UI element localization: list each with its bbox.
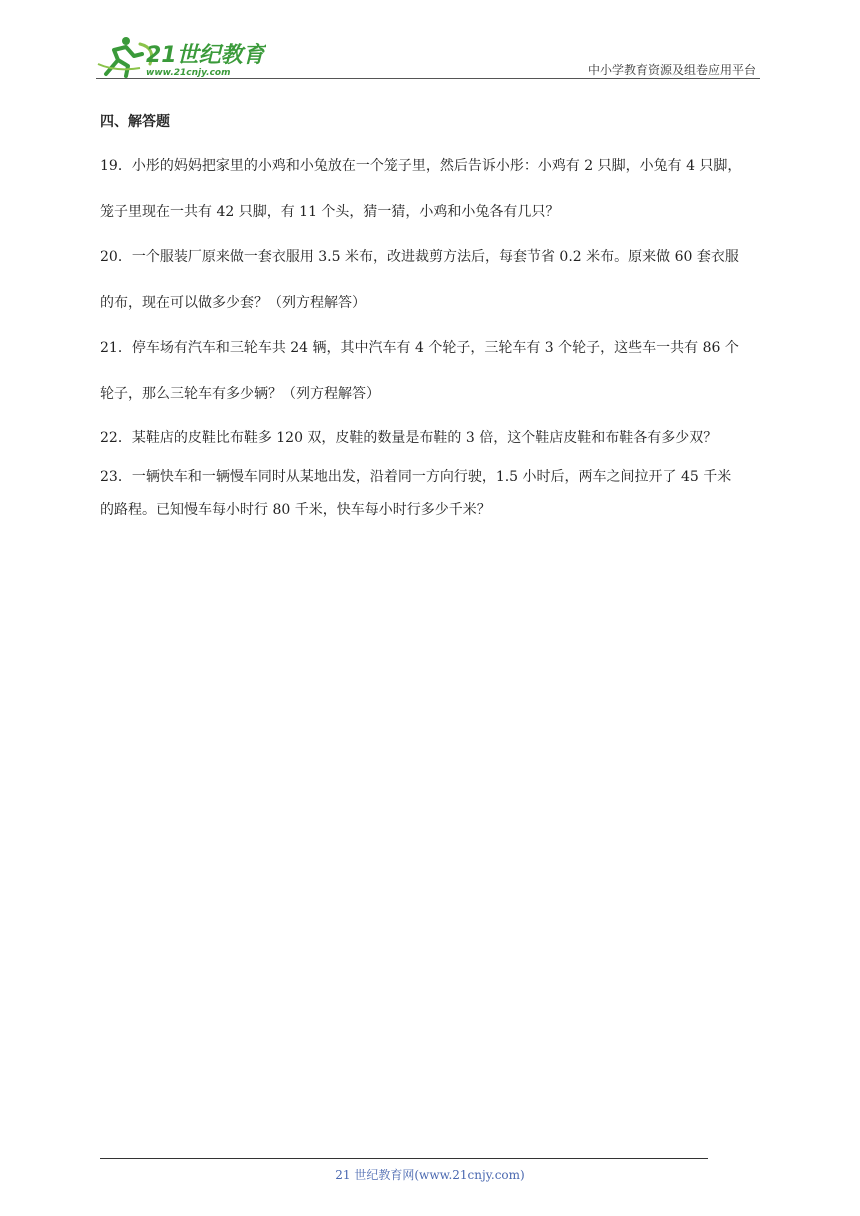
question-19-line-2: 笼子里现在一共有 42 只脚，有 11 个头，猜一猜，小鸡和小兔各有几只？	[100, 204, 560, 220]
footer-text: 21 世纪教育网(www.21cnjy.com)	[335, 1168, 525, 1182]
section-title: 四、解答题	[100, 114, 170, 130]
footer-divider	[100, 1158, 708, 1159]
question-21-line-2: 轮子，那么三轮车有多少辆？（列方程解答）	[100, 386, 380, 402]
question-19-line-1: 19．小彤的妈妈把家里的小鸡和小兔放在一个笼子里，然后告诉小彤：小鸡有 2 只脚，小兔有 4 只脚，	[100, 158, 742, 174]
question-20-line-2: 的布，现在可以做多少套？（列方程解答）	[100, 295, 366, 311]
site-logo	[96, 34, 266, 78]
svg-text:www.21cnjy.com: www.21cnjy.com	[146, 68, 231, 78]
header-divider	[96, 78, 760, 79]
question-20-line-1: 20．一个服装厂原来做一套衣服用 3.5 米布，改进裁剪方法后，每套节省 0.2 米布。原来做 60 套衣服	[100, 249, 739, 265]
runner-logo-icon	[96, 34, 266, 78]
question-23-line-1: 23．一辆快车和一辆慢车同时从某地出发，沿着同一方向行驶，1.5 小时后，两车之间拉开了 45 千米	[100, 469, 732, 485]
question-23-line-2: 的路程。已知慢车每小时行 80 千米，快车每小时行多少千米？	[100, 502, 491, 518]
question-21-line-1: 21．停车场有汽车和三轮车共 24 辆，其中汽车有 4 个轮子，三轮车有 3 个轮子，这些车一共有 86 个	[100, 340, 739, 356]
platform-name: 中小学教育资源及组卷应用平台	[587, 63, 756, 77]
question-22-line-1: 22．某鞋店的皮鞋比布鞋多 120 双，皮鞋的数量是布鞋的 3 倍，这个鞋店皮鞋和布鞋各有多少双？	[100, 430, 718, 446]
page-header	[96, 30, 760, 78]
svg-text:21世纪教育: 21世纪教育	[146, 43, 265, 68]
